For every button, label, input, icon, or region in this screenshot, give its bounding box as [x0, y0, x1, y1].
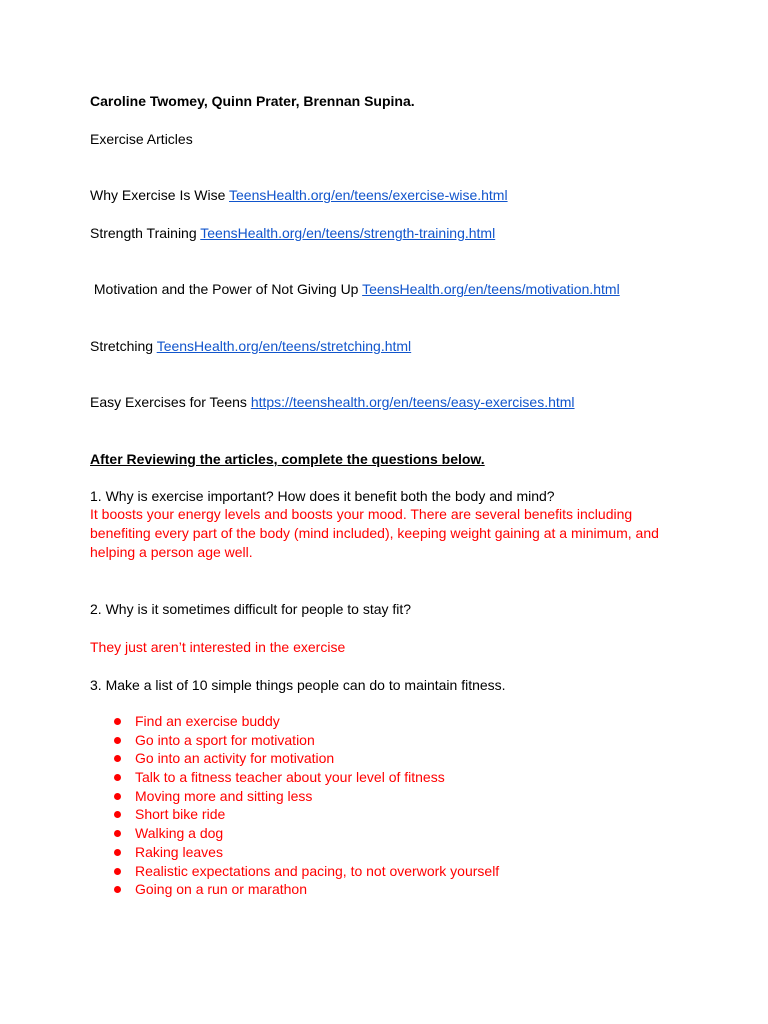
article-link[interactable]: https://teenshealth.org/en/teens/easy-exercises.html: [250, 394, 575, 410]
fitness-list: [90, 712, 499, 899]
question-1: 1. Why is exercise important? How does it benefit both the body and mind?: [90, 488, 555, 504]
list-item-text: Going on a run or marathon: [135, 881, 307, 898]
article-title: Easy Exercises for Teens: [90, 394, 247, 410]
list-item: [90, 712, 499, 731]
question-3: 3. Make a list of 10 simple things people can do to maintain fitness.: [90, 677, 506, 693]
article-link[interactable]: TeensHealth.org/en/teens/strength-training.html: [200, 225, 496, 241]
list-item-text: Go into an activity for motivation: [135, 750, 335, 767]
list-item: [90, 768, 499, 787]
article-title: Stretching: [90, 338, 154, 354]
article-title: Why Exercise Is Wise: [90, 187, 226, 203]
list-item: [90, 824, 499, 843]
bullet-icon: [114, 737, 121, 744]
bullet-icon: [114, 849, 121, 856]
answer-2: They just aren’t interested in the exercise: [90, 639, 346, 655]
list-item-text: Short bike ride: [135, 806, 226, 823]
section-title: Exercise Articles: [90, 131, 193, 147]
bullet-icon: [114, 830, 121, 837]
authors-line: Caroline Twomey, Quinn Prater, Brennan Supina.: [90, 93, 415, 109]
article-title: Motivation and the Power of Not Giving Up: [90, 281, 359, 297]
list-item-text: Moving more and sitting less: [135, 787, 313, 804]
bullet-icon: [114, 718, 121, 725]
list-item: [90, 731, 499, 750]
list-item-text: Go into a sport for motivation: [135, 731, 315, 748]
list-item-text: Find an exercise buddy: [135, 713, 280, 729]
bullet-icon: [114, 793, 121, 800]
article-line-motivation: [90, 280, 620, 298]
bullet-icon: [114, 811, 121, 818]
list-item-text: Realistic expectations and pacing, to not overwork yourself: [135, 862, 500, 879]
bullet-icon: [114, 755, 121, 762]
instructions-heading: After Reviewing the articles, complete the questions below.: [90, 451, 485, 467]
article-link[interactable]: TeensHealth.org/en/teens/exercise-wise.html: [229, 187, 508, 203]
list-item: [90, 880, 499, 899]
answer-1: It boosts your energy levels and boosts your mood. There are several benefits including benefiting every part of the body (mind included), keeping weight gaining at a minimum, and helping a person age well.: [90, 506, 659, 560]
article-link[interactable]: TeensHealth.org/en/teens/stretching.html: [156, 338, 412, 354]
bullet-icon: [114, 868, 121, 875]
question-2: 2. Why is it sometimes difficult for people to stay fit?: [90, 601, 412, 617]
bullet-icon: [114, 774, 121, 781]
article-line-stretching: [90, 337, 411, 355]
bullet-icon: [114, 886, 121, 893]
list-item-text: Raking leaves: [135, 843, 223, 860]
list-item: [90, 843, 499, 862]
list-item: [90, 862, 499, 881]
list-item-text: Walking a dog: [135, 825, 224, 842]
list-item: [90, 749, 499, 768]
list-item-text: Talk to a fitness teacher about your level of fitness: [135, 769, 445, 786]
list-item: [90, 787, 499, 806]
article-line-strength-training: [90, 224, 495, 242]
article-line-easy-exercises: [90, 393, 575, 411]
article-title: Strength Training: [90, 225, 197, 241]
article-link[interactable]: TeensHealth.org/en/teens/motivation.html: [362, 281, 620, 297]
article-line-exercise-wise: [90, 186, 508, 204]
list-item: [90, 805, 499, 824]
